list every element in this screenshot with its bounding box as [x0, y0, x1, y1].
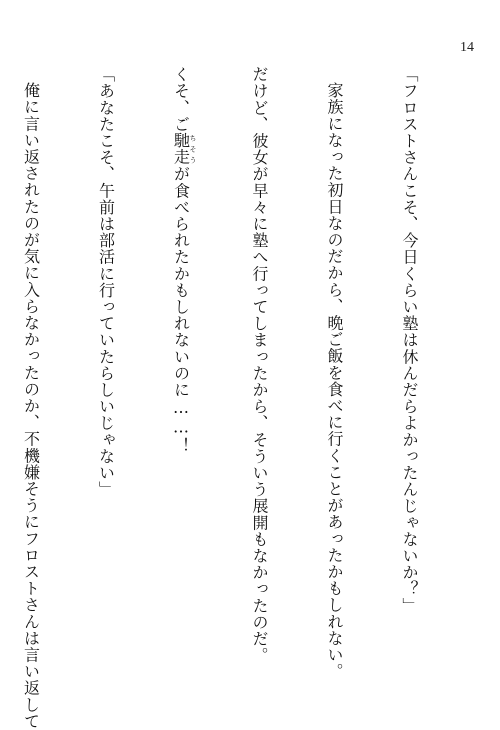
text-line: 家族になった初日なのだから、晩ご飯を食べに行くことがあったかもしれない。 — [325, 82, 344, 680]
vertical-text-body — [0, 66, 472, 730]
ruby-reading: ちそう — [189, 132, 197, 166]
ruby-annotation — [171, 132, 197, 166]
ruby-base: 馳走 — [171, 132, 191, 166]
text-segment: が食べられたかもしれないのに……！ — [171, 165, 191, 454]
text-line-with-ruby — [169, 66, 198, 671]
text-line: 俺に言い返されたのが気に入らなかったのか、不機嫌そうにフロストさんは言い返して — [21, 82, 41, 730]
text-line: 「フロストさんこそ、今日くらい塾は休んだらよかったんじゃないか？」 — [400, 66, 419, 614]
text-line: だけど、彼女が早々に塾へ行ってしまったから、そういう展開もなかったのだ。 — [250, 66, 269, 664]
text-line: 「あなたこそ、午前は部活に行っていたらしいじゃない」 — [96, 66, 116, 498]
text-segment: くそ、ご — [171, 66, 191, 133]
page-number: 14 — [460, 40, 474, 55]
